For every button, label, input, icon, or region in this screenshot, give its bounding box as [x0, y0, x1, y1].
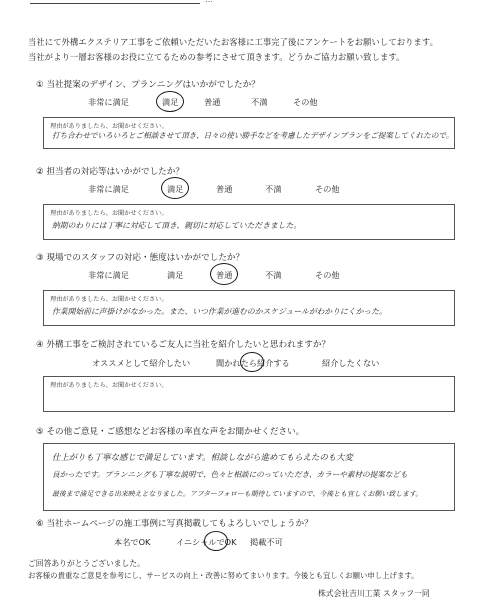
option-very-satisfied[interactable]: 非常に満足 — [88, 270, 129, 280]
handwritten-answer: 打ち合わせでいろいろとご相談させて頂き、日々の使い勝手などを考慮したデザインプランをご提案してくれたので。 — [52, 131, 454, 140]
option-neutral[interactable]: 普通 — [204, 97, 221, 107]
question-number: ④ — [36, 340, 44, 350]
question-text: 当社提案のデザイン、プランニングはいかがでしたか？ — [46, 80, 260, 90]
header-partial-title — [205, 0, 213, 4]
reason-box[interactable] — [43, 117, 455, 149]
intro-line-1: 当社にて外構エクステリア工事をご依頼いただいたお客様に工事完了後にアンケートをお願いしております。 — [28, 37, 439, 47]
footer-thanks: ご回答ありがとうございました。 — [28, 559, 145, 568]
selected-answer-circle — [156, 91, 184, 112]
option-no-publish[interactable]: 掲載不可 — [250, 537, 283, 547]
reason-box[interactable] — [43, 290, 455, 326]
handwritten-comment-line-2: 良かったです。プランニングも丁寧な説明で、色々と相談にのっていただき、カラーや素材の提案なども — [52, 470, 408, 479]
option-very-satisfied[interactable]: 非常に満足 — [88, 97, 129, 107]
option-dissatisfied[interactable]: 不満 — [251, 97, 268, 107]
reason-box[interactable] — [43, 204, 455, 240]
comment-box[interactable] — [43, 443, 455, 511]
question-number: ③ — [36, 253, 44, 263]
footer-signature: 株式会社吉川工業 スタッフ一同 — [318, 589, 430, 598]
question-number: ① — [36, 80, 44, 90]
option-satisfied[interactable]: 満足 — [162, 97, 179, 107]
question-text: 外構工事をご検討されているご友人に当社を紹介したいと思われますか？ — [46, 340, 331, 350]
option-satisfied[interactable]: 満足 — [167, 184, 184, 194]
question-number: ② — [36, 167, 44, 177]
handwritten-answer: 作業開始前に声掛けがなかった。また、いつ作業が進むのかスケジュールがわかりにくかった。 — [52, 307, 387, 316]
option-dissatisfied[interactable]: 不満 — [265, 270, 282, 280]
question-number: ⑥ — [36, 519, 44, 529]
option-satisfied[interactable]: 満足 — [167, 270, 184, 280]
handwritten-comment-line-1: 仕上がりも丁寧な感じで満足しています。相談しながら進めてもらえたのも大変 — [52, 452, 353, 462]
question-number: ⑤ — [36, 427, 44, 437]
handwritten-comment-line-3: 最後まで満足できる出来映えとなりました。アフターフォローも期待していますので、今後とも宜しくお願い致します。 — [52, 490, 423, 498]
header-strip — [0, 0, 485, 22]
reason-box-label: 理由がありましたら、お聞かせください。 — [50, 210, 168, 217]
reason-box-label: 理由がありましたら、お聞かせください。 — [50, 123, 168, 130]
option-dissatisfied[interactable]: 不満 — [265, 184, 282, 194]
question-text: その他ご意見・ご感想などお客様の率直な声をお聞かせください。 — [46, 427, 305, 437]
option-not-recommend[interactable]: 紹介したくない — [322, 358, 380, 368]
question-text: 現場でのスタッフの対応・態度はいかがでしたか？ — [46, 253, 245, 263]
option-initials-ok[interactable]: イニシャルでOK — [176, 537, 237, 547]
question-text: 担当者の対応等はいかがでしたか？ — [46, 167, 184, 177]
selected-answer-circle — [210, 263, 238, 285]
option-other[interactable]: その他 — [315, 270, 340, 280]
reason-box[interactable] — [43, 376, 455, 412]
reason-box-label: 理由がありましたら、お聞かせください。 — [50, 296, 168, 303]
option-neutral[interactable]: 普通 — [216, 270, 233, 280]
header-rule — [30, 0, 200, 4]
question-text: 当社ホームページの施工事例に写真掲載してもよろしいでしょうか？ — [46, 519, 313, 529]
reason-box-label: 理由がありましたら、お聞かせください。 — [50, 382, 168, 389]
selected-answer-circle — [240, 352, 264, 372]
option-very-satisfied[interactable]: 非常に満足 — [88, 184, 129, 194]
option-other[interactable]: その他 — [293, 97, 318, 107]
selected-answer-circle — [204, 531, 228, 551]
footer-message: お客様の貴重なご意見を参考にし、サービスの向上・改善に努めてまいります。今後とも宜しくお願い申し上げます。 — [28, 571, 419, 580]
selected-answer-circle — [161, 177, 189, 199]
option-real-name-ok[interactable]: 本名でOK — [114, 537, 151, 547]
intro-line-2: 当社がより一層お客様のお役に立てるための参考にさせて頂きます。どうかご協力お願い致します。 — [28, 52, 405, 62]
handwritten-answer: 納期のわりには丁寧に対応して頂き、親切に対応していただきました。 — [52, 221, 302, 230]
option-introduce-if-asked[interactable]: 聞かれたら紹介する — [216, 358, 290, 368]
option-recommend[interactable]: オススメとして紹介したい — [92, 358, 191, 368]
option-other[interactable]: その他 — [315, 184, 340, 194]
option-neutral[interactable]: 普通 — [216, 184, 233, 194]
